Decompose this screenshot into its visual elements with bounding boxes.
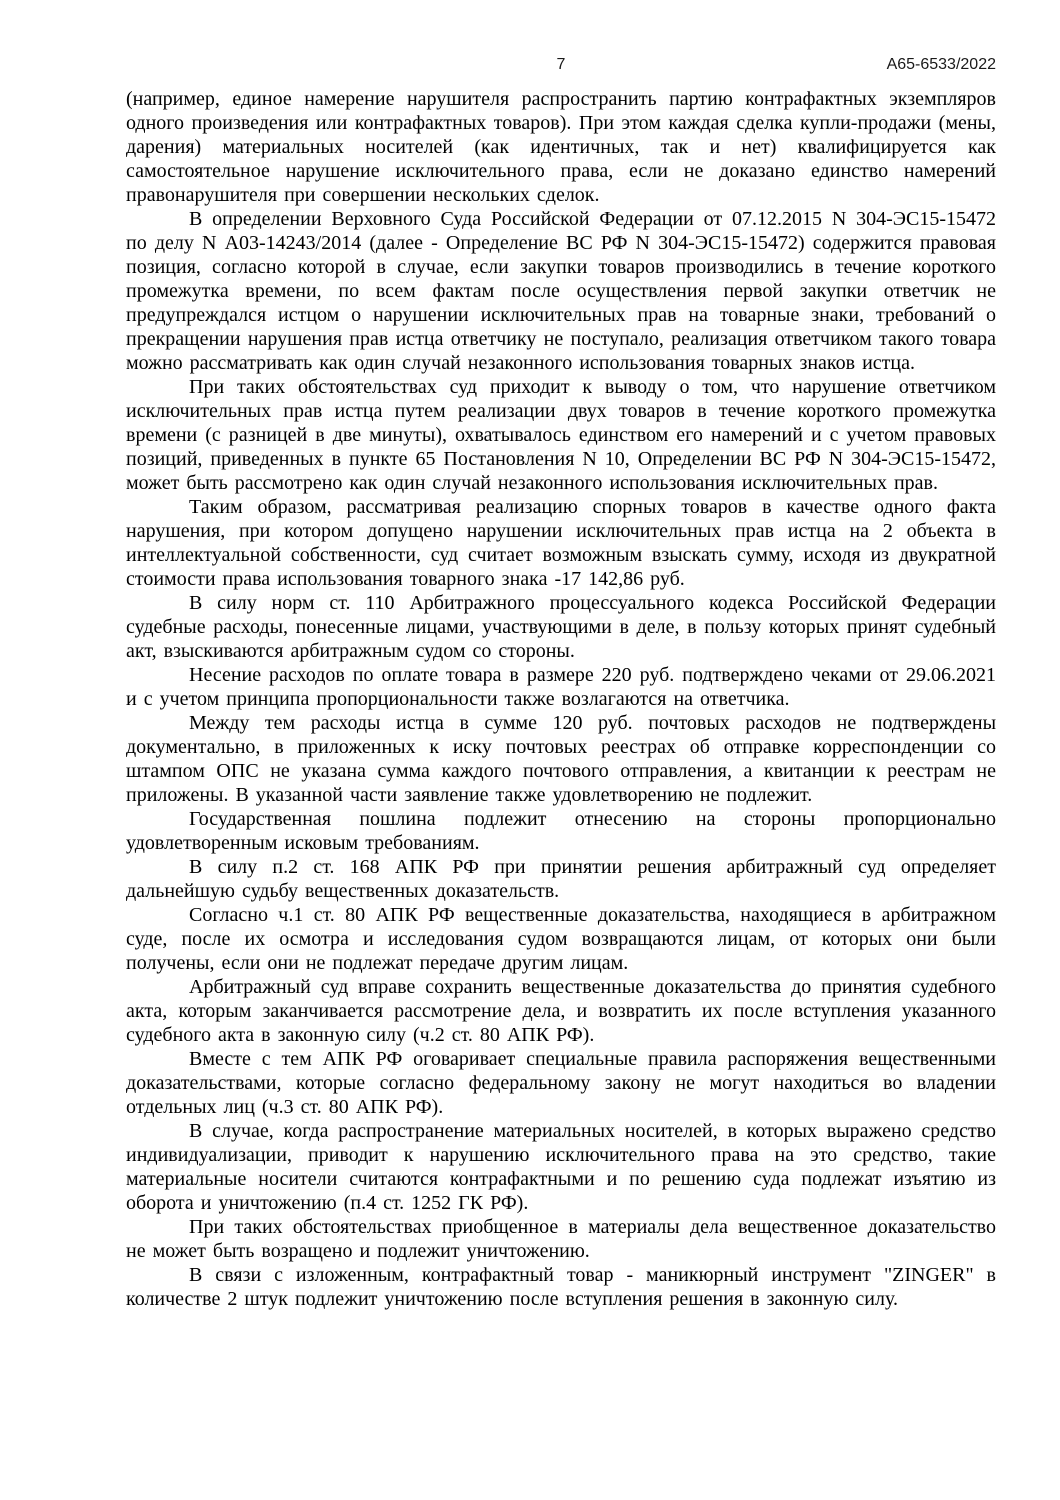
document-body	[126, 87, 996, 1311]
paragraph: Арбитражный суд вправе сохранить вещественные доказательства до принятия судебного акта, которым заканчивается рассмотрение дела, и возвратить их после вступления указанного судебного акта в законную силу (ч.2 ст. 80 АПК РФ).	[126, 976, 996, 1046]
paragraph: В связи с изложенным, контрафактный товар - маникюрный инструмент "ZINGER" в количестве 2 штук подлежит уничтожению после вступления решения в законную силу.	[126, 1264, 996, 1310]
paragraph: При таких обстоятельствах суд приходит к выводу о том, что нарушение ответчиком исключительных прав истца путем реализации двух товаров в течение короткого промежутка времени (с разницей в две минуты), охватывалось единством его намерений и с учетом правовых позиций, приведенных в пункте 65 Постановления N 10, Определении ВС РФ N 304-ЭС15-15472, может быть рассмотрено как один случай незаконного использования исключительных прав.	[126, 376, 996, 494]
paragraph: Таким образом, рассматривая реализацию спорных товаров в качестве одного факта нарушения, при котором допущено нарушении исключительных прав истца на 2 объекта в интеллектуальной собственности, суд считает возможным взыскать сумму, исходя из двукратной стоимости права использования товарного знака -17 142,86 руб.	[126, 496, 996, 590]
paragraph: (например, единое намерение нарушителя распространить партию контрафактных экземпляров одного произведения или контрафактных товаров). При этом каждая сделка купли-продажи (мены, дарения) материальных носителей (как идентичных, так и нет) квалифицируется как самостоятельное нарушение исключительного права, если не доказано единство намерений правонарушителя при совершении нескольких сделок.	[126, 88, 996, 206]
paragraph: Государственная пошлина подлежит отнесению на стороны пропорционально удовлетворенным исковым требованиям.	[126, 808, 996, 854]
paragraph: При таких обстоятельствах приобщенное в материалы дела вещественное доказательство не может быть возращено и подлежит уничтожению.	[126, 1216, 996, 1262]
paragraph: Согласно ч.1 ст. 80 АПК РФ вещественные доказательства, находящиеся в арбитражном суде, после их осмотра и исследования судом возвращаются лицам, от которых они были получены, если они не подлежат передаче другим лицам.	[126, 904, 996, 974]
paragraph: В силу норм ст. 110 Арбитражного процессуального кодекса Российской Федерации судебные расходы, понесенные лицами, участвующими в деле, в пользу которых принят судебный акт, взыскиваются арбитражным судом со стороны.	[126, 592, 996, 662]
page-number: 7	[556, 56, 566, 73]
paragraph: В силу п.2 ст. 168 АПК РФ при принятии решения арбитражный суд определяет дальнейшую судьбу вещественных доказательств.	[126, 856, 996, 902]
paragraph: Между тем расходы истца в сумме 120 руб. почтовых расходов не подтверждены документально, в приложенных к иску почтовых реестрах об отправке корреспонденции со штампом ОПС не указана сумма каждого почтового отправления, а квитанции к реестрам не приложены. В указанной части заявление также удовлетворению не подлежит.	[126, 712, 996, 806]
paragraph: В случае, когда распространение материальных носителей, в которых выражено средство индивидуализации, приводит к нарушению исключительного права на это средство, такие материальные носители считаются контрафактными и по решению суда подлежат изъятию из оборота и уничтожению (п.4 ст. 1252 ГК РФ).	[126, 1120, 996, 1214]
page-header	[126, 55, 996, 79]
paragraph: Вместе с тем АПК РФ оговаривает специальные правила распоряжения вещественными доказательствами, которые согласно федеральному закону не могут находиться во владении отдельных лиц (ч.3 ст. 80 АПК РФ).	[126, 1048, 996, 1118]
paragraph: В определении Верховного Суда Российской Федерации от 07.12.2015 N 304-ЭС15-15472 по делу N А03-14243/2014 (далее - Определение ВС РФ N 304-ЭС15-15472) содержится правовая позиция, согласно которой в случае, если закупки товаров производились в течение короткого промежутка времени, по всем фактам после осуществления первой закупки ответчик не предупреждался истцом о нарушении исключительных прав на товарные знаки, требований о прекращении нарушения прав истца ответчику не поступало, реализация ответчиком такого товара можно рассматривать как один случай незаконного использования товарных знаков истца.	[126, 208, 996, 374]
case-number: А65-6533/2022	[886, 56, 996, 73]
paragraph: Несение расходов по оплате товара в размере 220 руб. подтверждено чеками от 29.06.2021 и с учетом принципа пропорциональности также возлагаются на ответчика.	[126, 664, 996, 710]
